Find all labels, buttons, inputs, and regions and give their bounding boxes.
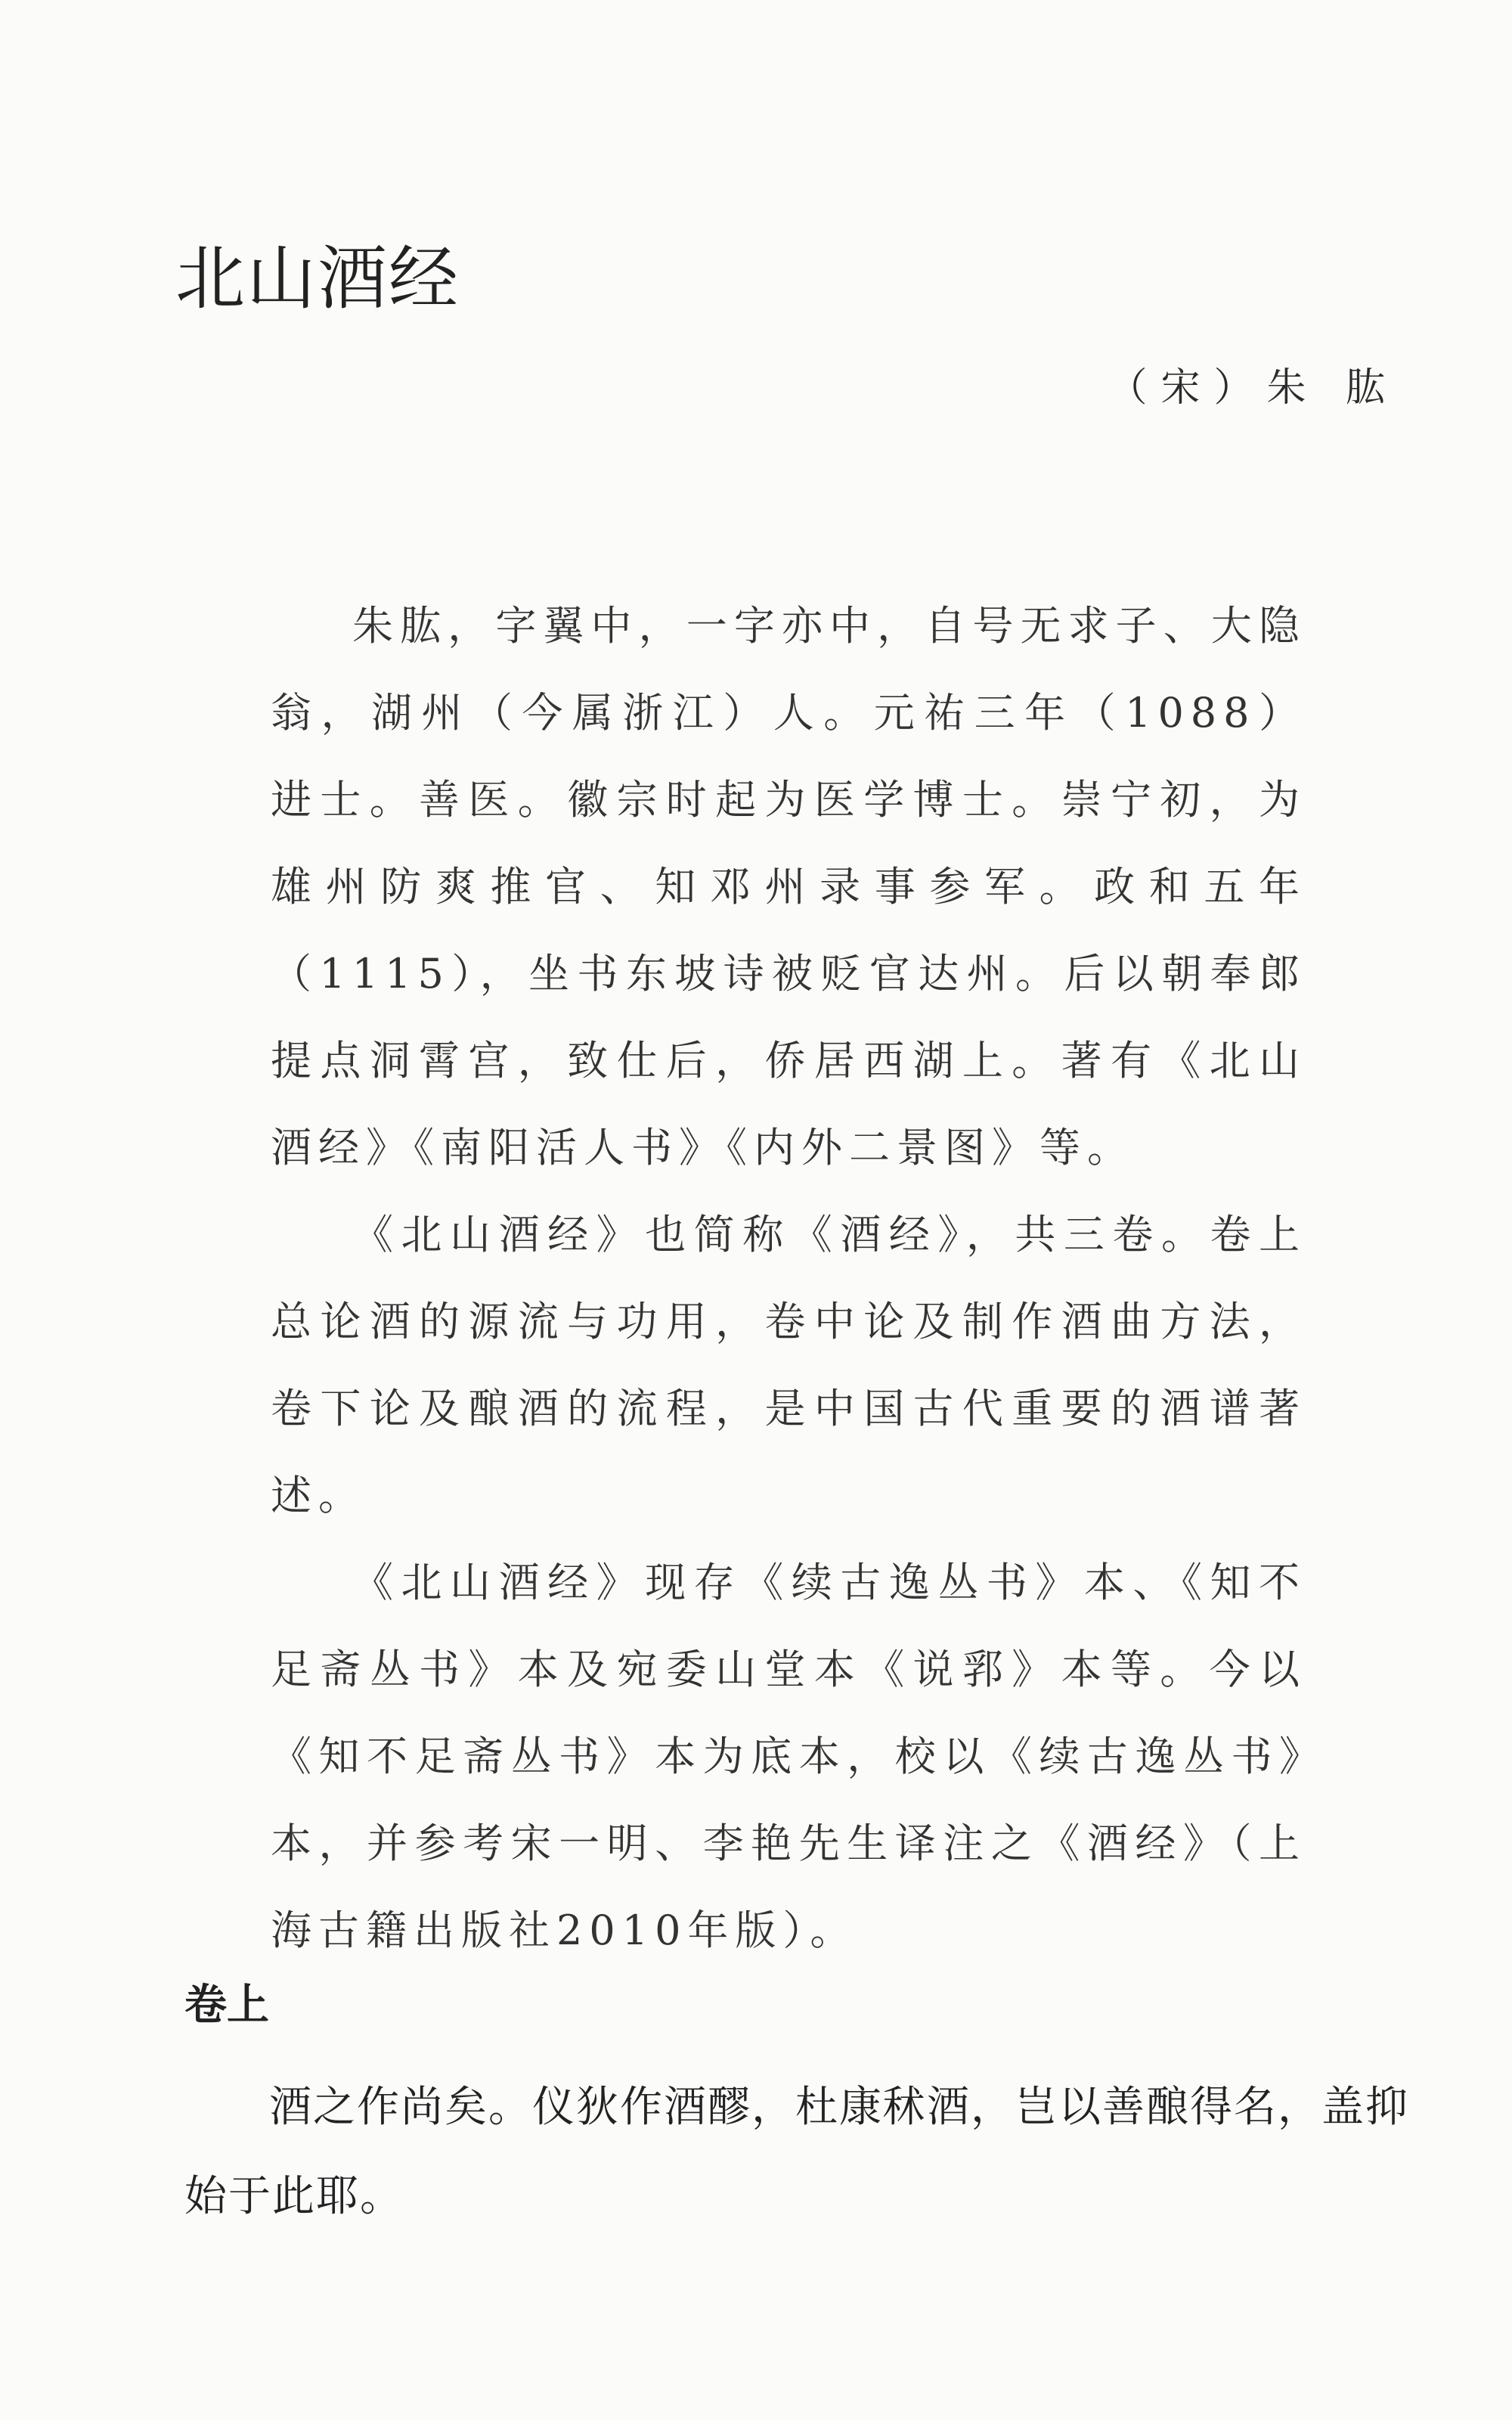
- intro-paragraph-biography: 朱肱，字翼中，一字亦中，自号无求子、大隐翁，湖州（今属浙江）人。元祐三年（1088）进士。善医。徽宗时起为医学博士。崇宁初，为雄州防爽推官、知邓州录事参军。政和五年（1115），坐书东坡诗被贬官达州。后以朝奉郎提点洞霄宫，致仕后，侨居西湖上。著有《北山酒经》《南阳活人书》《内外二景图》等。: [271, 602, 1306, 1171]
- intro-section: [271, 582, 1306, 1974]
- author-line: （宋）朱 肱: [1108, 365, 1399, 411]
- section-heading: 卷上: [184, 1981, 269, 2030]
- intro-paragraph-summary: 《北山酒经》也简称《酒经》，共三卷。卷上总论酒的源流与功用，卷中论及制作酒曲方法，卷下论及酿酒的流程，是中国古代重要的酒谱著述。: [271, 1211, 1306, 1519]
- intro-paragraph-editions: 《北山酒经》现存《续古逸丛书》本、《知不足斋丛书》本及宛委山堂本《说郛》本等。今以《知不足斋丛书》本为底本，校以《续古逸丛书》本，并参考宋一明、李艳先生译注之《酒经》（上海古籍出版社2010年版）。: [271, 1559, 1306, 1954]
- section-body-text: 酒之作尚矣。仪狄作酒醪，杜康秫酒，岂以善酿得名，盖抑始于此耶。: [184, 2083, 1409, 2221]
- page-title: 北山酒经: [175, 238, 460, 319]
